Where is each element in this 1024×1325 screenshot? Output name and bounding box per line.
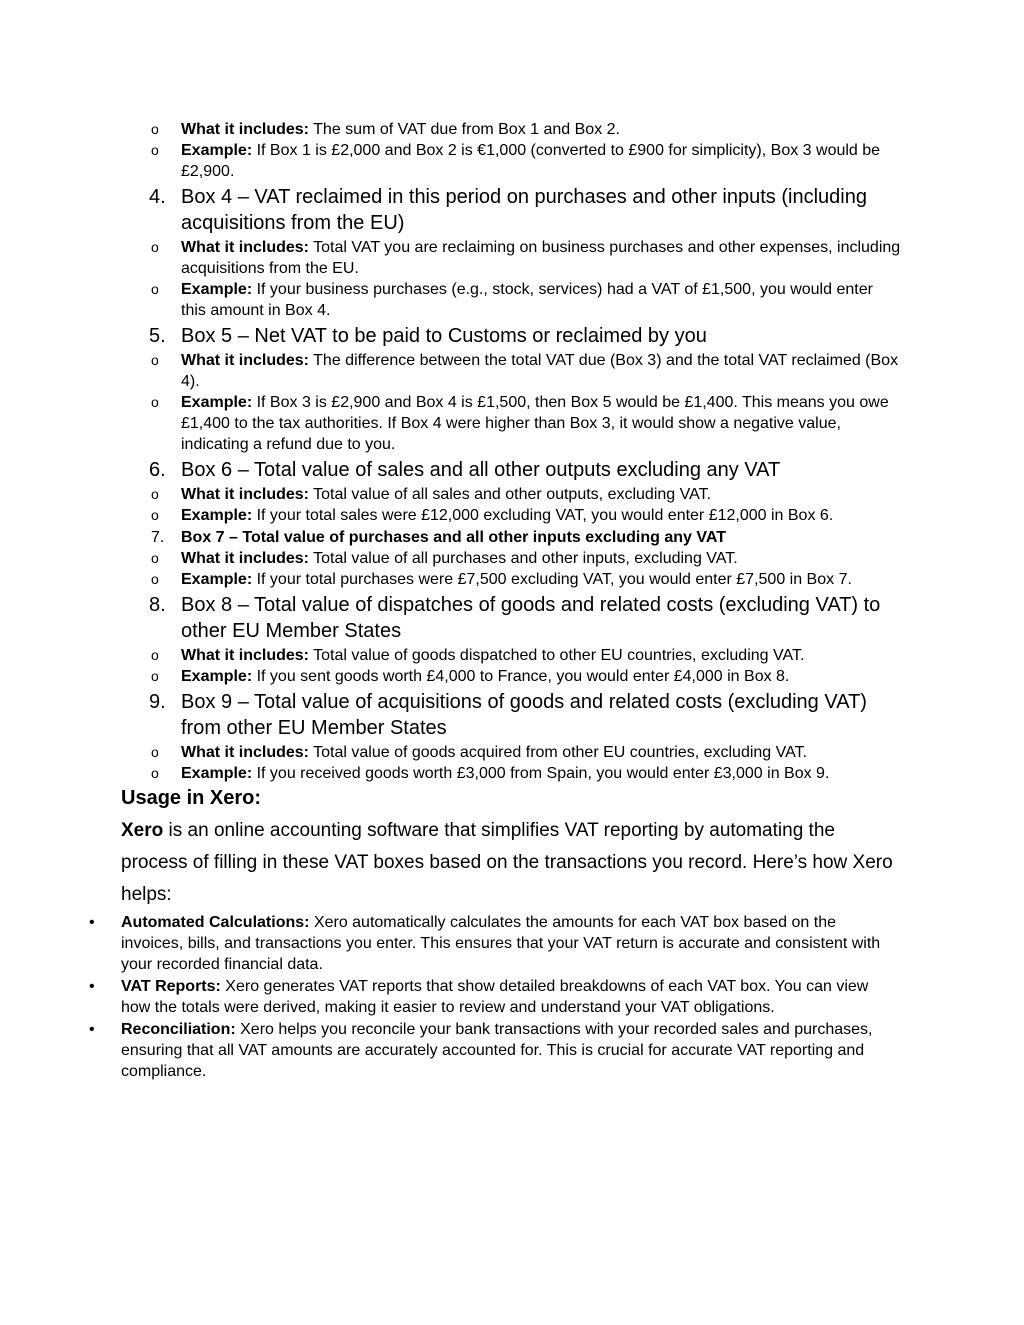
list-number: 5. xyxy=(149,325,166,347)
sub-marker: o xyxy=(151,352,159,368)
box4-what-text: Total VAT you are reclaiming on business purchases and other expenses, including acquisitions from the EU. xyxy=(181,239,901,277)
example-label: Example: xyxy=(181,281,253,298)
what-label: What it includes: xyxy=(181,239,309,256)
box6-heading xyxy=(149,457,901,483)
box7-example-text: If your total purchases were £7,500 excluding VAT, you would enter £7,500 in Box 7. xyxy=(256,571,852,588)
bullet-marker: • xyxy=(89,978,95,995)
sub-marker: o xyxy=(151,571,159,587)
box5-example-item xyxy=(151,392,901,455)
box8-title: Box 8 – Total value of dispatches of goods and related costs (excluding VAT) to other EU Member States xyxy=(181,594,881,642)
box3-example-item xyxy=(151,140,901,182)
box9-what-item xyxy=(151,742,901,763)
what-label: What it includes: xyxy=(181,121,309,138)
usage-intro xyxy=(121,815,901,911)
bullet-marker: • xyxy=(89,914,95,931)
sub-marker: o xyxy=(151,142,159,158)
box3-what-text: The sum of VAT due from Box 1 and Box 2. xyxy=(313,121,620,138)
sub-marker: o xyxy=(151,507,159,523)
sub-marker: o xyxy=(151,550,159,566)
list-number: 9. xyxy=(149,691,166,713)
sub-marker: o xyxy=(151,744,159,760)
box6-example-text: If your total sales were £12,000 excluding VAT, you would enter £12,000 in Box 6. xyxy=(256,507,834,524)
box7-what-text: Total value of all purchases and other inputs, excluding VAT. xyxy=(313,550,738,567)
box7-heading xyxy=(151,527,901,548)
box6-example-item xyxy=(151,505,901,526)
box9-what-text: Total value of goods acquired from other EU countries, excluding VAT. xyxy=(313,744,808,761)
bullet-label: Automated Calculations: xyxy=(121,914,310,931)
sub-marker: o xyxy=(151,668,159,684)
usage-heading: Usage in Xero: xyxy=(121,787,262,809)
box8-example-item xyxy=(151,666,901,687)
bullet-item xyxy=(89,912,901,975)
box7-example-item xyxy=(151,569,901,590)
what-label: What it includes: xyxy=(181,550,309,567)
box9-example-item xyxy=(151,763,901,784)
box3-example-text: If Box 1 is £2,000 and Box 2 is €1,000 (converted to £900 for simplicity), Box 3 would be £2,900. xyxy=(181,142,881,180)
box9-example-text: If you received goods worth £3,000 from Spain, you would enter £3,000 in Box 9. xyxy=(256,765,830,782)
box5-title: Box 5 – Net VAT to be paid to Customs or reclaimed by you xyxy=(181,325,707,347)
bullet-text: Xero generates VAT reports that show detailed breakdowns of each VAT box. You can view how the totals were derived, making it easier to review and understand your VAT obligations. xyxy=(121,978,869,1016)
example-label: Example: xyxy=(181,765,253,782)
box8-example-text: If you sent goods worth £4,000 to France, you would enter £4,000 in Box 8. xyxy=(256,668,790,685)
box9-title: Box 9 – Total value of acquisitions of goods and related costs (excluding VAT) from other EU Member States xyxy=(181,691,867,739)
bullet-text: Xero helps you reconcile your bank transactions with your recorded sales and purchases, ensuring that all VAT amounts are accurately accounted for. This is crucial for accurate VAT reporting and compliance. xyxy=(121,1021,873,1080)
list-number: 4. xyxy=(149,186,166,208)
bullet-item xyxy=(89,1019,901,1082)
box4-example-text: If your business purchases (e.g., stock, services) had a VAT of £1,500, you would enter this amount in Box 4. xyxy=(181,281,873,319)
sub-marker: o xyxy=(151,647,159,663)
list-number: 6. xyxy=(149,459,166,481)
box4-heading xyxy=(149,184,901,236)
example-label: Example: xyxy=(181,571,253,588)
box8-heading xyxy=(149,592,901,644)
what-label: What it includes: xyxy=(181,647,309,664)
example-label: Example: xyxy=(181,507,253,524)
example-label: Example: xyxy=(181,394,253,411)
sub-marker: o xyxy=(151,765,159,781)
list-number: 8. xyxy=(149,594,166,616)
usage-intro-bold: Xero xyxy=(121,820,164,841)
list-number: 7. xyxy=(151,529,165,546)
box7-what-item xyxy=(151,548,901,569)
example-label: Example: xyxy=(181,668,253,685)
box3-what-item xyxy=(151,119,901,140)
box6-what-item xyxy=(151,484,901,505)
box6-title: Box 6 – Total value of sales and all other outputs excluding any VAT xyxy=(181,459,781,481)
box6-what-text: Total value of all sales and other outputs, excluding VAT. xyxy=(313,486,712,503)
what-label: What it includes: xyxy=(181,744,309,761)
box5-what-item xyxy=(151,350,901,392)
box5-heading xyxy=(149,323,901,349)
box4-title: Box 4 – VAT reclaimed in this period on purchases and other inputs (including acquisitions from the EU) xyxy=(181,186,867,234)
box5-what-text: The difference between the total VAT due (Box 3) and the total VAT reclaimed (Box 4). xyxy=(181,352,899,390)
box4-what-item xyxy=(151,237,901,279)
box5-example-text: If Box 3 is £2,900 and Box 4 is £1,500, then Box 5 would be £1,400. This means you owe £1,400 to the tax authorities. If Box 4 were higher than Box 3, it would show a negative value, indicating a refund due to you. xyxy=(181,394,889,453)
sub-marker: o xyxy=(151,486,159,502)
what-label: What it includes: xyxy=(181,352,309,369)
sub-marker: o xyxy=(151,239,159,255)
box9-heading xyxy=(149,689,901,741)
what-label: What it includes: xyxy=(181,486,309,503)
bullet-label: Reconciliation: xyxy=(121,1021,236,1038)
example-label: Example: xyxy=(181,142,253,159)
box4-example-item xyxy=(151,279,901,321)
sub-marker: o xyxy=(151,121,159,137)
box7-title: Box 7 – Total value of purchases and all other inputs excluding any VAT xyxy=(181,529,726,546)
box8-what-item xyxy=(151,645,901,666)
sub-marker: o xyxy=(151,281,159,297)
bullet-marker: • xyxy=(89,1021,95,1038)
box8-what-text: Total value of goods dispatched to other EU countries, excluding VAT. xyxy=(313,647,805,664)
bullet-text: Xero automatically calculates the amounts for each VAT box based on the invoices, bills, and transactions you enter. This ensures that your VAT return is accurate and consistent with your recorded financial data. xyxy=(121,914,881,973)
bullet-label: VAT Reports: xyxy=(121,978,221,995)
bullet-item xyxy=(89,976,901,1018)
usage-intro-text: is an online accounting software that simplifies VAT reporting by automating the process of filling in these VAT boxes based on the transactions you record. Here’s how Xero helps: xyxy=(121,820,893,905)
sub-marker: o xyxy=(151,394,159,410)
document-page xyxy=(0,119,1024,1082)
